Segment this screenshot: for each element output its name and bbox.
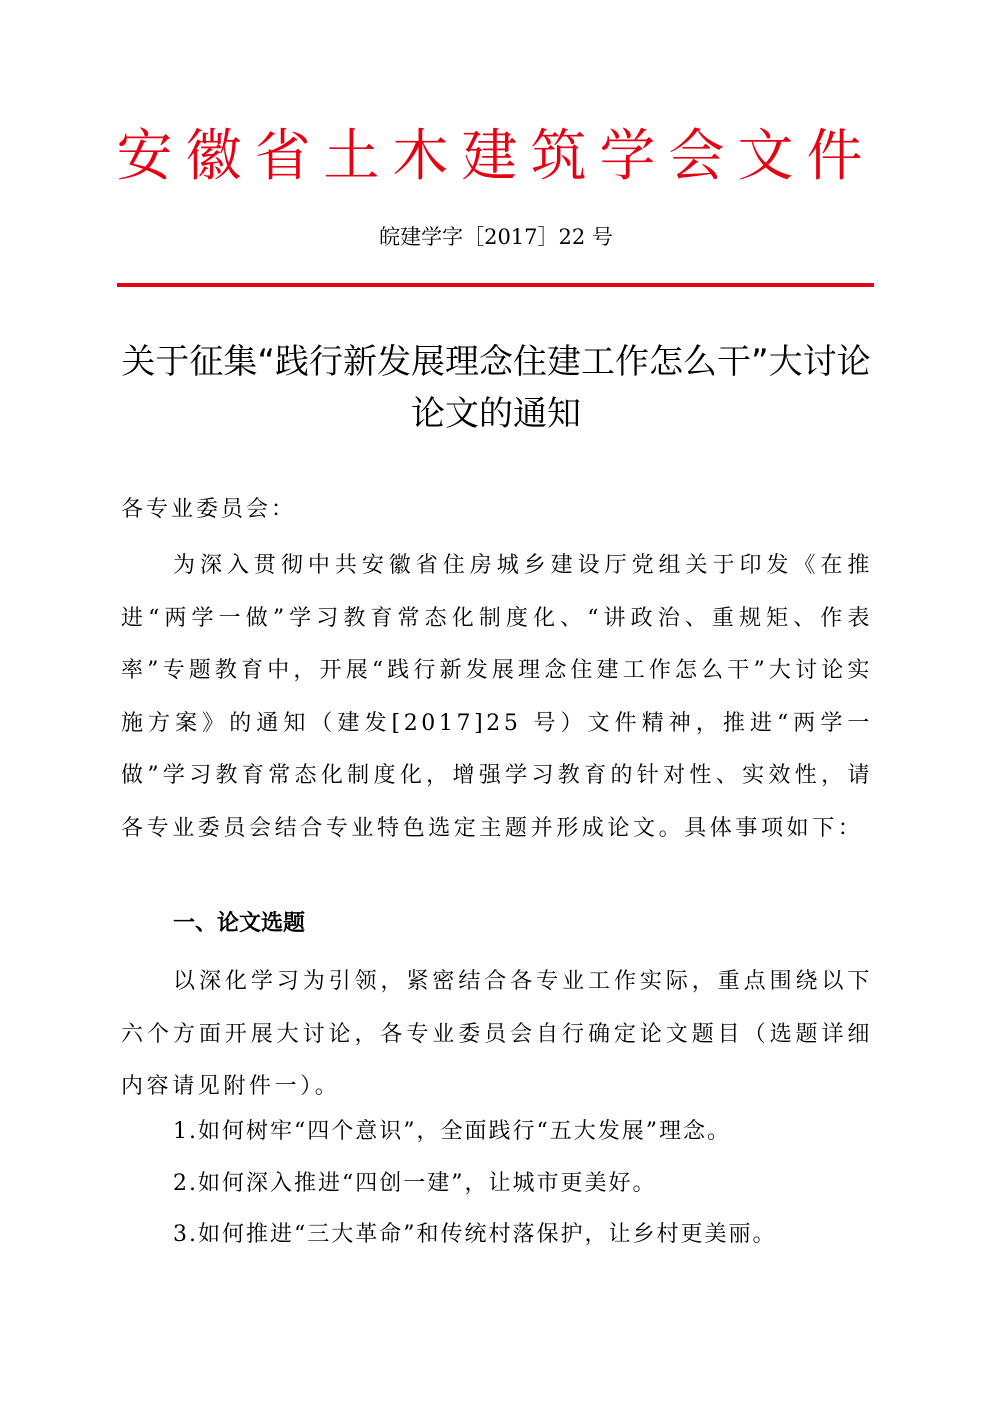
notice-title: 关于征集“践行新发展理念住建工作怎么干”大讨论论文的通知 [121,342,871,434]
document-number: 皖建学字［2017］22 号 [379,225,613,249]
salutation: 各专业委员会： [121,497,297,522]
org-title: 安徽省土木建筑学会文件 [116,124,876,189]
section-heading: 一、论文选题 [173,911,306,936]
red-divider-line [117,283,874,287]
list-item: 1.如何树牢“四个意识”，全面践行“五大发展”理念。 [173,1119,731,1144]
intro-paragraph: 为深入贯彻中共安徽省住房城乡建设厅党组关于印发《在推进“两学一做”学习教育常态化制度化、“讲政治、重规矩、作表率”专题教育中，开展“践行新发展理念住建工作怎么干”大讨论实施方案》的通知（建发[2017]25 号）文件精神，推进“两学一做”学习教育常态化制度化，增强学习教育的针对性、实效性，请各专业委员会结合专业特色选定主题并形成论文。具体事项如下： [121,553,873,841]
list-item: 3.如何推进“三大革命”和传统村落保护，让乡村更美丽。 [173,1222,777,1247]
list-item: 2.如何深入推进“四创一建”，让城市更美好。 [173,1171,657,1196]
section-paragraph: 以深化学习为引领，紧密结合各专业工作实际，重点围绕以下六个方面开展大讨论，各专业委员会自行确定论文题目（选题详细内容请见附件一）。 [121,969,873,1100]
